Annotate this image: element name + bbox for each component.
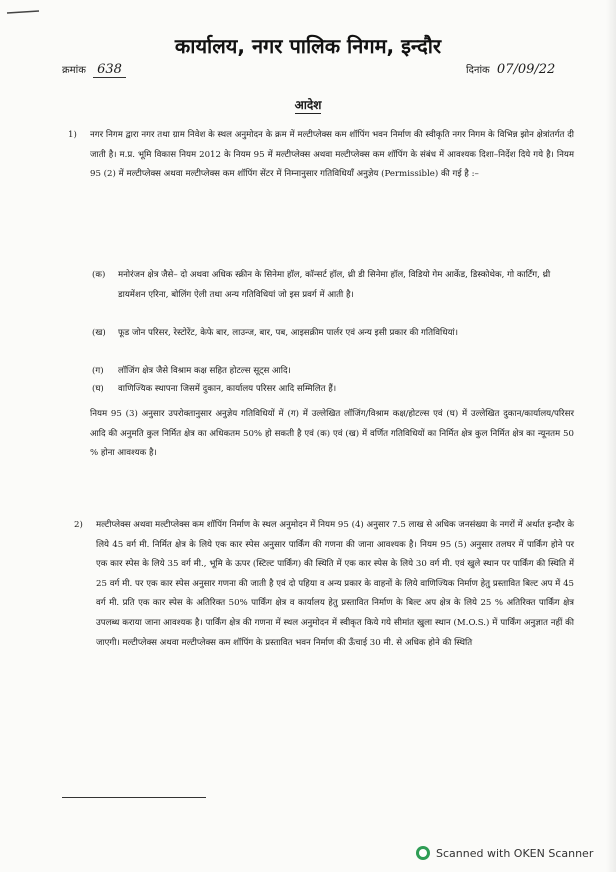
list-item (92, 362, 574, 382)
list-item-text: फूड जोन परिसर, रेस्टोरेंट, केफे बार, लाउन्ज, बार, पब, आइसक्रीम पार्लर एवं अन्य इसी प्रकार की गतिविधियां। (118, 328, 459, 338)
rule-95-3-paragraph: नियम 95 (3) अनुसार उपरोक्तानुसार अनुज्ञेय गतिविधियों में (ग) में उल्लेखित लॉजिंग/विश्राम कक्ष/होटल्स एवं (घ) में उल्लेखित दुकान/कार्यालय/परिसर आदि की अनुमति कुल निर्मित क्षेत्र का अधिकतम 50% हो सकती है एवं (क) एवं (ख) में वर्णित गतिविधियों का निर्मित क्षेत्र कुल निर्मित क्षेत्र का न्यूनतम 50 % होना आवश्यक है। (90, 409, 574, 459)
footnote-divider (62, 797, 206, 798)
reference-label: क्रमांक (62, 65, 86, 76)
section-2-paragraph (74, 516, 574, 653)
section-2-text: मल्टीप्लेक्स अथवा मल्टीप्लेक्स कम शॉपिंग निर्माण के स्थल अनुमोदन में नियम 95 (4) अनुसार 7.5 लाख से अधिक जनसंख्या के नगरों में अर्थात इन्दौर के लिये 45 वर्ग मी. निर्मित क्षेत्र के लिये एक कार स्पेस अनुसार पार्किंग की गणना की जाना आवश्यक है। नियम 95 (5) अनुसार तलघर में पार्किंग होने पर एक कार स्पेस के लिये 35 वर्ग मी., भूमि के ऊपर (स्टिल्ट पार्किंग) की स्थिति में एक कार स्पेस के लिये 30 वर्ग मी. एवं खुले स्थान पर पार्किंग की स्थिति में 25 वर्ग मी. पर एक कार स्पेस अनुसार गणना की जाती है एवं दो पहिया व अन्य प्रकार के वाहनों के लिये वाणिज्यिक निर्माण हेतु प्रस्तावित बिल्ट अप में 45 वर्ग मी. प्रति एक कार स्पेस के अतिरिक्त 50% पार्किंग क्षेत्र व कार्यालय हेतु प्रस्तावित निर्माण के बिल्ट अप क्षेत्र के लिये 25 % अतिरिक्त पार्किंग क्षेत्र उपलब्ध कराया जाना आवश्यक है। पार्किंग क्षेत्र की गणना में स्थल अनुमोदन में स्वीकृत किये गये सीमांत खुला स्थान (M.O.S.) में पार्किंग अनुज्ञात नहीं की जाएगी। मल्टीप्लेक्स अथवा मल्टीप्लेक्स कम शॉपिंग के प्रस्तावित भवन निर्माण की ऊँचाई 30 मी. से अधिक होने की स्थिति (96, 520, 574, 648)
list-item-label: (ख) (92, 328, 106, 338)
section-1-text: नगर निगम द्वारा नगर तथा ग्राम निवेश के स्थल अनुमोदन के क्रम में मल्टीप्लेक्स कम शॉपिंग भवन निर्माण की स्वीकृति नगर निगम के विभिन्न झोन क्षेत्रांतर्गत दी जाती है। म.प्र. भूमि विकास नियम 2012 के नियम 95 में मल्टीप्लेक्स अथवा मल्टीप्लेक्स कम शॉपिंग के संबंध में आवश्यक दिशा–निर्देश दिये गये है। नियम 95 (2) में मल्टीप्लेक्स अथवा मल्टीप्लेक्स कम शॉपिंग सेंटर में निम्नानुसार गतिविधियाँ अनुज्ञेय (Permissible) की गई है :– (90, 130, 574, 180)
reference-value: 638 (93, 62, 126, 78)
pen-mark (6, 10, 40, 14)
date-value: 07/09/22 (496, 62, 556, 77)
list-item-label: (घ) (92, 384, 104, 394)
section-1-paragraph (68, 126, 574, 185)
list-item (92, 380, 574, 400)
section-2-number: 2) (74, 520, 83, 530)
office-title: कार्यालय, नगर पालिक निगम, इन्दौर (174, 34, 442, 58)
list-item-text: लॉजिंग क्षेत्र जैसे विश्राम कक्ष सहित होटल्स सूट्स आदि। (118, 366, 291, 376)
list-item-text: वाणिज्यिक स्थापना जिसमें दुकान, कार्यालय परिसर आदि सम्मिलित हैं। (118, 384, 337, 394)
oken-scanner-logo-icon (416, 846, 430, 860)
list-item (92, 324, 574, 344)
watermark-text: Scanned with OKEN Scanner (436, 846, 594, 860)
scan-edge-shadow (606, 0, 616, 872)
scanner-watermark (416, 846, 593, 860)
list-item-label: (ग) (92, 366, 104, 376)
list-item-text: मनोरंजन क्षेत्र जैसे– दो अथवा अधिक स्क्रीन के सिनेमा हॉल, कॉन्सर्ट हॉल, थ्री डी सिनेमा हॉल, विडियो गेम आर्केड, डिस्कोथेक, गो कार्टिंग, थ्री डायमेंशन एरिना, बोलिंग ऐली तथा अन्य गतिविधियां जो इस प्रवर्ग में आती है। (118, 270, 551, 300)
date-line (466, 62, 555, 77)
reference-number (62, 62, 126, 77)
list-item (92, 266, 574, 305)
date-label: दिनांक (466, 65, 490, 76)
section-1-number: 1) (68, 130, 77, 140)
order-heading: आदेश (294, 98, 322, 112)
list-item-label: (क) (92, 270, 106, 280)
